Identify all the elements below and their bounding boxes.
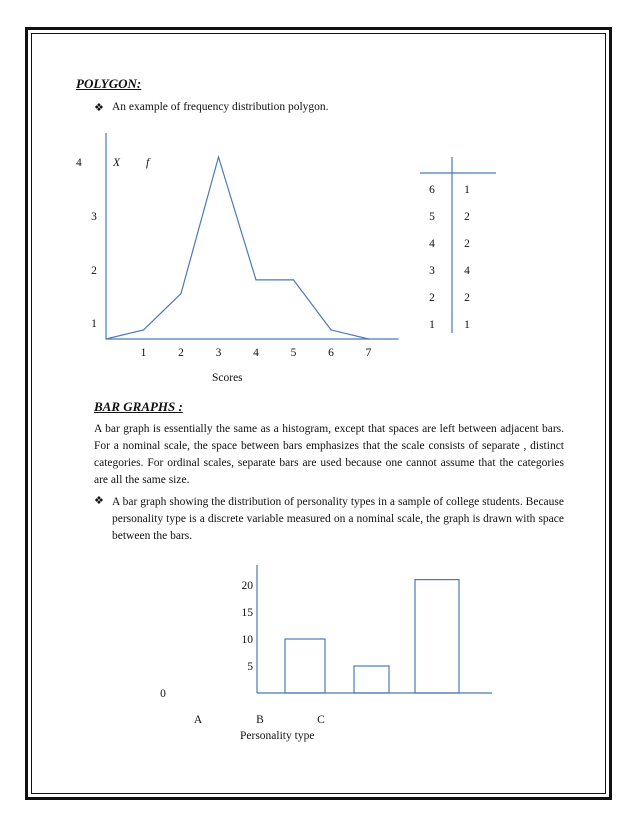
table-cell-x: 6	[429, 184, 435, 196]
col-x-label: X	[113, 157, 121, 169]
polygon-x-tick-label: 7	[365, 347, 372, 359]
table-cell-f: 1	[464, 184, 470, 196]
bar-graphs-paragraph: A bar graph is essentially the same as a histogram, except that spaces are left between adjacent bars. For a nominal scale, the space between bars emphasizes that the scale consists of separate , distinct categories. For ordinal scales, separate bars are used because one cannot assume that the categories are all the same size.	[94, 423, 564, 486]
bar-graphs-heading: BAR GRAPHS :	[94, 399, 183, 414]
polygon-bullet-text: An example of frequency distribution polygon.	[112, 101, 329, 113]
bar-category-label: A	[193, 714, 203, 726]
bar-zero-label: 0	[160, 688, 166, 700]
table-cell-x: 4	[429, 238, 435, 250]
polygon-x-tick-label: 3	[215, 347, 222, 359]
table-cell-f: 4	[464, 265, 470, 277]
table-cell-f: 2	[464, 211, 470, 223]
polygon-y-label-top: 4	[76, 157, 82, 169]
bar-category-label: C	[317, 714, 325, 726]
table-cell-x: 3	[429, 265, 435, 277]
table-cell-f: 2	[464, 292, 470, 304]
bar-B	[354, 666, 389, 693]
bullet-diamond-icon: ❖	[94, 102, 104, 114]
table-cell-x: 5	[429, 211, 435, 223]
bar-y-tick-label: 10	[241, 634, 253, 646]
col-f-label: f	[146, 157, 150, 169]
polygon-y-tick-label: 3	[91, 211, 97, 223]
polygon-y-tick-label: 2	[91, 265, 97, 277]
table-cell-x: 2	[429, 292, 435, 304]
bullet-diamond-icon: ❖	[94, 495, 104, 507]
table-cell-f: 2	[464, 238, 470, 250]
bar-y-tick-label: 15	[241, 607, 253, 619]
bar-C	[415, 580, 459, 693]
polygon-x-tick-label: 1	[140, 347, 147, 359]
polygon-x-tick-label: 2	[178, 347, 184, 359]
polygon-y-tick-label: 1	[91, 318, 97, 330]
bar-y-tick-label: 5	[247, 661, 253, 673]
bar-chart-x-axis-label: Personality type	[240, 730, 315, 742]
polygon-x-tick-label: 5	[290, 347, 297, 359]
bar-A	[285, 639, 325, 693]
table-cell-f: 1	[464, 319, 470, 331]
polygon-x-tick-label: 6	[328, 347, 334, 359]
bar-graphs-bullet-text: A bar graph showing the distribution of personality types in a sample of college students. Because personality type is a discrete variable measured on a nominal scale, the graph is drawn with space between the bars.	[112, 496, 564, 542]
polygon-heading: POLYGON:	[76, 76, 142, 91]
polygon-x-axis-label: Scores	[212, 372, 243, 384]
polygon-x-tick-label: 4	[253, 347, 259, 359]
bar-y-tick-label: 20	[241, 580, 253, 592]
table-cell-x: 1	[429, 319, 435, 331]
bar-category-label: B	[256, 714, 264, 726]
